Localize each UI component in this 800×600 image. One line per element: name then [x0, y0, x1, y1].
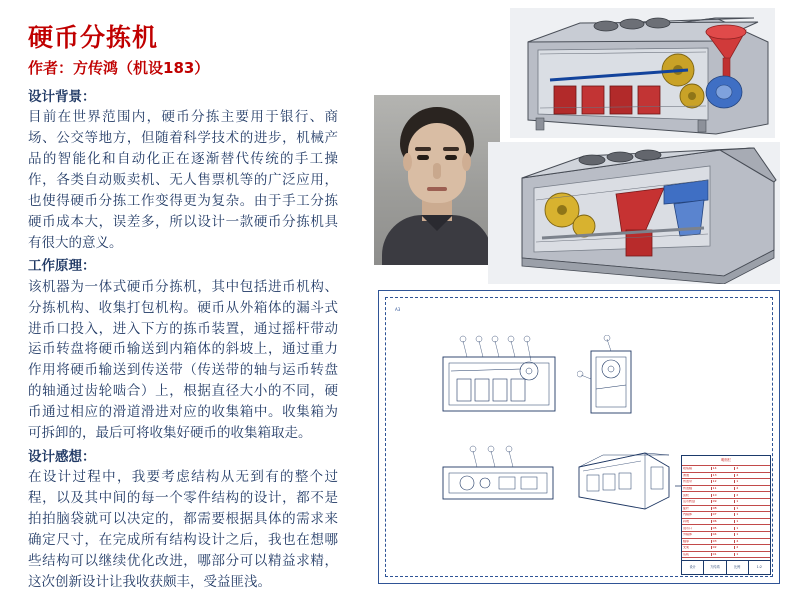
- bom-cell-qty: 1: [736, 526, 739, 530]
- section-heading-principle: 工作原理：: [28, 258, 96, 275]
- side-view-svg: [577, 335, 647, 423]
- bom-cell-seq: 06: [712, 520, 736, 523]
- bom-row: [682, 532, 770, 539]
- bom-cell-qty: 2: [736, 546, 739, 550]
- bom-cell-part: 外箱体: [682, 533, 712, 536]
- title-block-footer: [682, 560, 770, 574]
- section-heading-reflection: 设计感想：: [28, 449, 96, 466]
- portrait-nose: [433, 163, 441, 179]
- assembly-front-view: [437, 335, 567, 425]
- bom-row: [682, 473, 770, 480]
- bom-cell-qty: 4: [736, 539, 739, 543]
- bom-cell-qty: 1: [736, 553, 739, 557]
- bom-row: [682, 492, 770, 499]
- bom-row: [682, 506, 770, 513]
- footer-cell-3: 1:2: [756, 565, 762, 569]
- bom-cell-part: 传送轴: [682, 487, 712, 490]
- bom-cell-seq: 13: [712, 474, 736, 477]
- portrait-eye-left: [417, 155, 429, 160]
- bom-row: [682, 486, 770, 493]
- bom-cell-part: 支架: [682, 546, 712, 549]
- bom-cell-seq: 02: [712, 546, 736, 549]
- portrait-eye-right: [445, 155, 457, 160]
- bom-cell-seq: 11: [712, 487, 736, 490]
- section-body-background: 目前在世界范围内，硬币分拣主要用于银行、商场、公交等地方，但随着科学技术的进步，机械产品的智能化和自动化正在逐渐替代传统的手工操作，各类自动贩卖机、无人售票机等的广泛应用，也使得硬币分拣工作变得更为复杂。由于手工分拣硬币成本大，误差多，所以设计一款硬币分拣机具有很大的意义。: [28, 109, 338, 251]
- sheet-zone-label: A3: [395, 307, 401, 312]
- bom-cell-part: 斜坡: [682, 520, 712, 523]
- bom-cell-part: 传送带: [682, 480, 712, 483]
- bom-cell-qty: 2: [736, 487, 739, 491]
- bom-row: [682, 525, 770, 532]
- bom-row: [682, 499, 770, 506]
- bom-cell-part: 轴承: [682, 540, 712, 543]
- assembly-side-view: [577, 335, 647, 427]
- author-portrait: [374, 95, 500, 265]
- bom-header: 明细栏: [682, 456, 770, 466]
- bom-row: [682, 519, 770, 526]
- portrait-ear-left: [403, 153, 412, 171]
- bom-cell-seq: 01: [712, 553, 736, 556]
- bom-cell-seq: 09: [712, 500, 736, 503]
- bom-cell-qty: 1: [736, 506, 739, 510]
- bom-cell-part: 运币转盘: [682, 500, 712, 503]
- render-angled-svg: [488, 142, 780, 284]
- title-block: [681, 455, 771, 575]
- bom-row: [682, 539, 770, 546]
- render-front-svg: [510, 8, 775, 138]
- author-line: 作者：方传鸿（机设183）: [28, 58, 210, 77]
- bom-cell-seq: 12: [712, 480, 736, 483]
- coin-sorter-render-angled: [488, 142, 780, 284]
- assembly-top-view: [437, 443, 567, 517]
- bom-cell-part: 底板: [682, 553, 712, 556]
- bom-cell-seq: 03: [712, 540, 736, 543]
- bom-cell-part: 齿轮: [682, 494, 712, 497]
- portrait-ear-right: [462, 153, 471, 171]
- portrait-brow-left: [415, 147, 431, 151]
- drawing-sheet: [378, 290, 780, 584]
- bom-cell-qty: 4: [736, 473, 739, 477]
- bom-cell-seq: 07: [712, 513, 736, 516]
- text-column: [28, 24, 338, 595]
- section-heading-background: 设计背景：: [28, 88, 96, 105]
- bom-cell-seq: 08: [712, 507, 736, 510]
- bom-cell-seq: 04: [712, 533, 736, 536]
- top-view-svg: [437, 443, 567, 513]
- coin-sorter-render-front: [510, 8, 775, 138]
- footer-cell-0: 设计: [682, 561, 704, 574]
- bom-cell-part: 内箱体: [682, 513, 712, 516]
- bom-row: [682, 466, 770, 473]
- front-view-svg: [437, 335, 567, 421]
- bom-cell-qty: 4: [736, 467, 739, 471]
- bom-cell-qty: 1: [736, 533, 739, 537]
- bom-cell-part: 进币口: [682, 527, 712, 530]
- bom-row: [682, 545, 770, 552]
- bom-cell-seq: 10: [712, 494, 736, 497]
- bom-cell-qty: 1: [736, 520, 739, 524]
- bom-cell-qty: 1: [736, 500, 739, 504]
- bom-row: [682, 479, 770, 486]
- bom-cell-qty: 1: [736, 513, 739, 517]
- bom-cell-part: 滑道: [682, 474, 712, 477]
- bom-cell-qty: 2: [736, 493, 739, 497]
- section-body-reflection: 在设计过程中，我要考虑结构从无到有的整个过程，以及其中间的每一个零件结构的设计，都不是拍拍脑袋就可以决定的，都需要根据具体的需求来确定尺寸，在完成所有结构设计之后，我也在想哪些结构可以继续优化改进，哪部分可以精益求精，这次创新设计让我收获颇丰，受益匪浅。: [28, 469, 338, 590]
- bom-cell-seq: 05: [712, 527, 736, 530]
- footer-cell-2: 比例: [727, 561, 749, 574]
- portrait-brow-right: [443, 147, 459, 151]
- bom-cell-part: 收集箱: [682, 467, 712, 470]
- isometric-view-svg: [569, 441, 679, 515]
- footer-cell-1: 方传鸿: [704, 561, 726, 574]
- assembly-isometric-view: [569, 441, 679, 519]
- page-title: 硬币分拣机: [28, 23, 159, 52]
- portrait-mouth: [427, 187, 447, 191]
- section-body-principle: 该机器为一体式硬币分拣机，其中包括进币机构、分拣机构、收集打包机构。硬币从外箱体的漏斗式进币口投入，进入下方的拣币装置，通过摇杆带动运币转盘将硬币输送到内箱体的斜坡上，通过重力作用将硬币输送到传送带（传送带的轴与运币转盘的轴通过齿轮啮合）上，根据直径大小的不同，硬币通过相应的滑道滑进对应的收集箱中。收集箱为可拆卸的，最后可将收集好硬币的收集箱取走。: [28, 278, 338, 442]
- bom-row: [682, 552, 770, 559]
- bom-cell-seq: 14: [712, 467, 736, 470]
- bom-rows: [682, 466, 770, 558]
- bom-row: [682, 512, 770, 519]
- bom-cell-qty: 1: [736, 480, 739, 484]
- bom-cell-part: 摇杆: [682, 507, 712, 510]
